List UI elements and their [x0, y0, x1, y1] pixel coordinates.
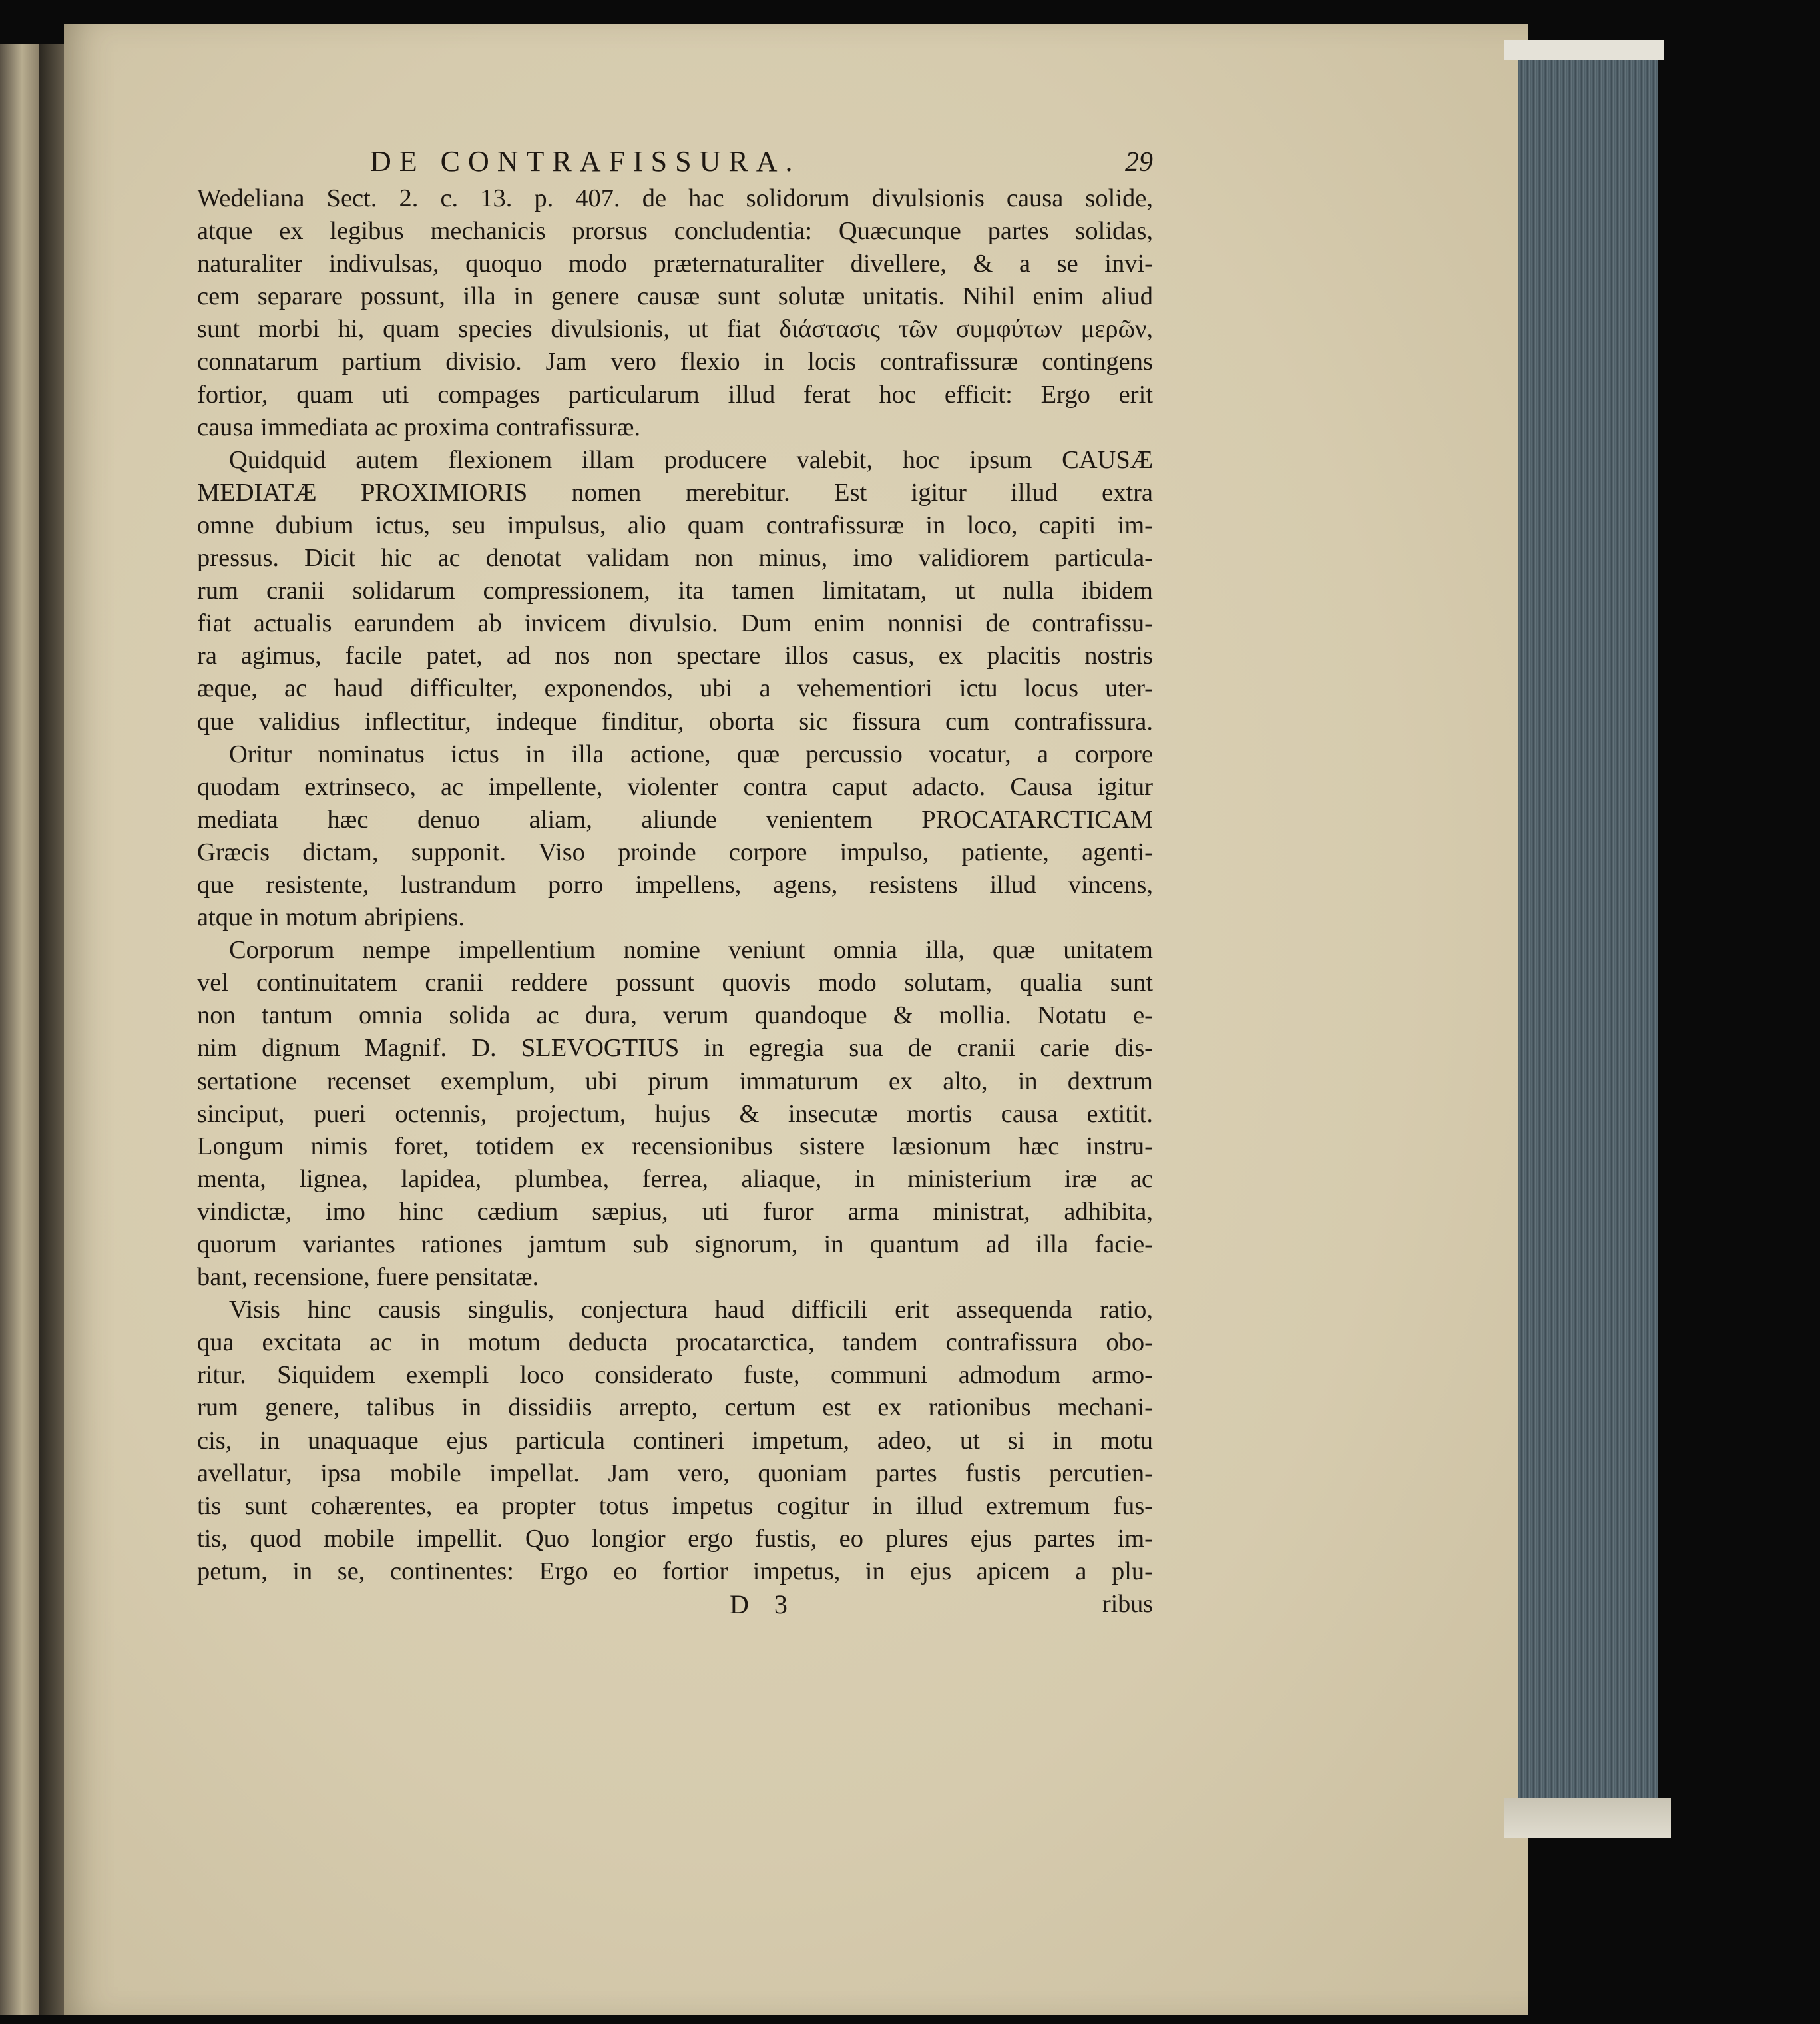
text-line: cis, in unaquaque ejus particula contineri impetum, adeo, ut si in motu [197, 1426, 1153, 1455]
text-line: nim dignum Magnif. D. SLEVOGTIUS in egregia sua de cranii carie dis- [197, 1034, 1153, 1063]
text-line: ra agimus, facile patet, ad nos non spectare illos casus, ex placitis nostris [197, 642, 1153, 670]
text-line: tis, quod mobile impellit. Quo longior ergo fustis, eo plures ejus partes im- [197, 1524, 1153, 1553]
text-line: sinciput, pueri octennis, projectum, hujus & insecutæ mortis causa extitit. [197, 1099, 1153, 1128]
text-line: vindictæ, imo hinc cædium sæpius, uti furor arma ministrat, adhibita, [197, 1197, 1153, 1226]
text-line: Visis hinc causis singulis, conjectura haud difficili erit assequenda ratio, [229, 1296, 1153, 1324]
page-header [197, 145, 1153, 182]
signature-mark: D 3 [730, 1589, 797, 1620]
fore-edge-top [1504, 40, 1664, 60]
page-block-fore-edge [1518, 40, 1658, 1824]
text-line: omne dubium ictus, seu impulsus, alio quam contrafissuræ in loco, capiti im- [197, 511, 1153, 539]
text-line: quodam extrinseco, ac impellente, violenter contra caput adacto. Causa igitur [197, 772, 1153, 801]
text-line: menta, lignea, lapidea, plumbea, ferrea, aliaque, in ministerium iræ ac [197, 1164, 1153, 1193]
text-line: atque in motum abripiens. [197, 903, 465, 932]
text-line: Wedeliana Sect. 2. c. 13. p. 407. de hac solidorum divulsionis causa solide, [197, 184, 1153, 212]
text-line: æque, ac haud difficulter, exponendos, ubi a vehementiori ictu locus uter- [197, 674, 1153, 703]
text-line: qua excitata ac in motum deducta procatarctica, tandem contrafissura obo- [197, 1328, 1153, 1357]
text-line: connatarum partium divisio. Jam vero flexio in locis contrafissuræ contingens [197, 348, 1153, 376]
text-line: fiat actualis earundem ab invicem divulsio. Dum enim nonnisi de contrafissu- [197, 609, 1153, 638]
text-line: bant, recensione, fuere pensitatæ. [197, 1263, 539, 1292]
running-title: DE CONTRAFISSURA. [370, 145, 801, 178]
text-line: pressus. Dicit hic ac denotat validam non minus, imo validiorem particula- [197, 544, 1153, 573]
text-line: que validius inflectitur, indeque finditur, oborta sic fissura cum contrafissura. [197, 707, 1153, 736]
text-line: rum cranii solidarum compressionem, ita tamen limitatam, ut nulla ibidem [197, 577, 1153, 605]
text-line: petum, in se, continentes: Ergo eo fortior impetus, in ejus apicem a plu- [197, 1557, 1153, 1585]
body-text [197, 182, 1153, 1588]
text-line: causa immediata ac proxima contrafissuræ. [197, 413, 641, 441]
text-line: sertatione recenset exemplum, ubi pirum immaturum ex alto, in dextrum [197, 1067, 1153, 1095]
text-line: mediata hæc denuo aliam, aliunde venientem PROCATARCTICAM [197, 805, 1153, 834]
text-line: Corporum nempe impellentium nomine veniunt omnia illa, quæ unitatem [229, 936, 1153, 965]
text-line: Longum nimis foret, totidem ex recensionibus sistere læsionum hæc instru- [197, 1132, 1153, 1160]
text-line: atque ex legibus mechanicis prorsus concludentia: Quæcunque partes solidas, [197, 217, 1153, 246]
text-line: sunt morbi hi, quam species divulsionis, ut fiat διάστασις τῶν συμφύτων μερῶν, [197, 315, 1153, 344]
left-page-edge [0, 44, 40, 2015]
text-line: cem separare possunt, illa in genere causæ sunt solutæ unitatis. Nihil enim aliud [197, 282, 1153, 311]
text-line: vel continuitatem cranii reddere possunt quovis modo solutam, qualia sunt [197, 969, 1153, 997]
fore-edge-bottom [1504, 1798, 1671, 1838]
page-footer [197, 1588, 1153, 1621]
text-block [197, 145, 1153, 1621]
text-line: naturaliter indivulsas, quoquo modo præternaturaliter divellere, & a se invi- [197, 250, 1153, 278]
page-number: 29 [1125, 147, 1153, 178]
text-line: ritur. Siquidem exempli loco considerato fuste, communi admodum armo- [197, 1361, 1153, 1390]
text-line: rum genere, talibus in dissidiis arrepto, certum est ex rationibus mechani- [197, 1393, 1153, 1422]
text-line: Oritur nominatus ictus in illa actione, quæ percussio vocatur, a corpore [229, 740, 1153, 768]
text-line: tis sunt cohærentes, ea propter totus impetus cogitur in illud extremum fus- [197, 1491, 1153, 1520]
text-line: non tantum omnia solida ac dura, verum quandoque & mollia. Notatu e- [197, 1001, 1153, 1030]
text-line: fortior, quam uti compages particularum illud ferat hoc efficit: Ergo erit [197, 380, 1153, 409]
text-line: Quidquid autem flexionem illam producere valebit, hoc ipsum CAUSÆ [229, 445, 1153, 474]
text-line: quorum variantes rationes jamtum sub signorum, in quantum ad illa facie- [197, 1230, 1153, 1258]
text-line: Græcis dictam, supponit. Viso proinde corpore impulso, patiente, agenti- [197, 838, 1153, 866]
catchword: ribus [1102, 1590, 1153, 1619]
text-line: que resistente, lustrandum porro impellens, agens, resistens illud vincens, [197, 870, 1153, 899]
text-line: avellatur, ipsa mobile impellat. Jam vero, quoniam partes fustis percutien- [197, 1459, 1153, 1487]
text-line: MEDIATÆ PROXIMIORIS nomen merebitur. Est igitur illud extra [197, 478, 1153, 507]
